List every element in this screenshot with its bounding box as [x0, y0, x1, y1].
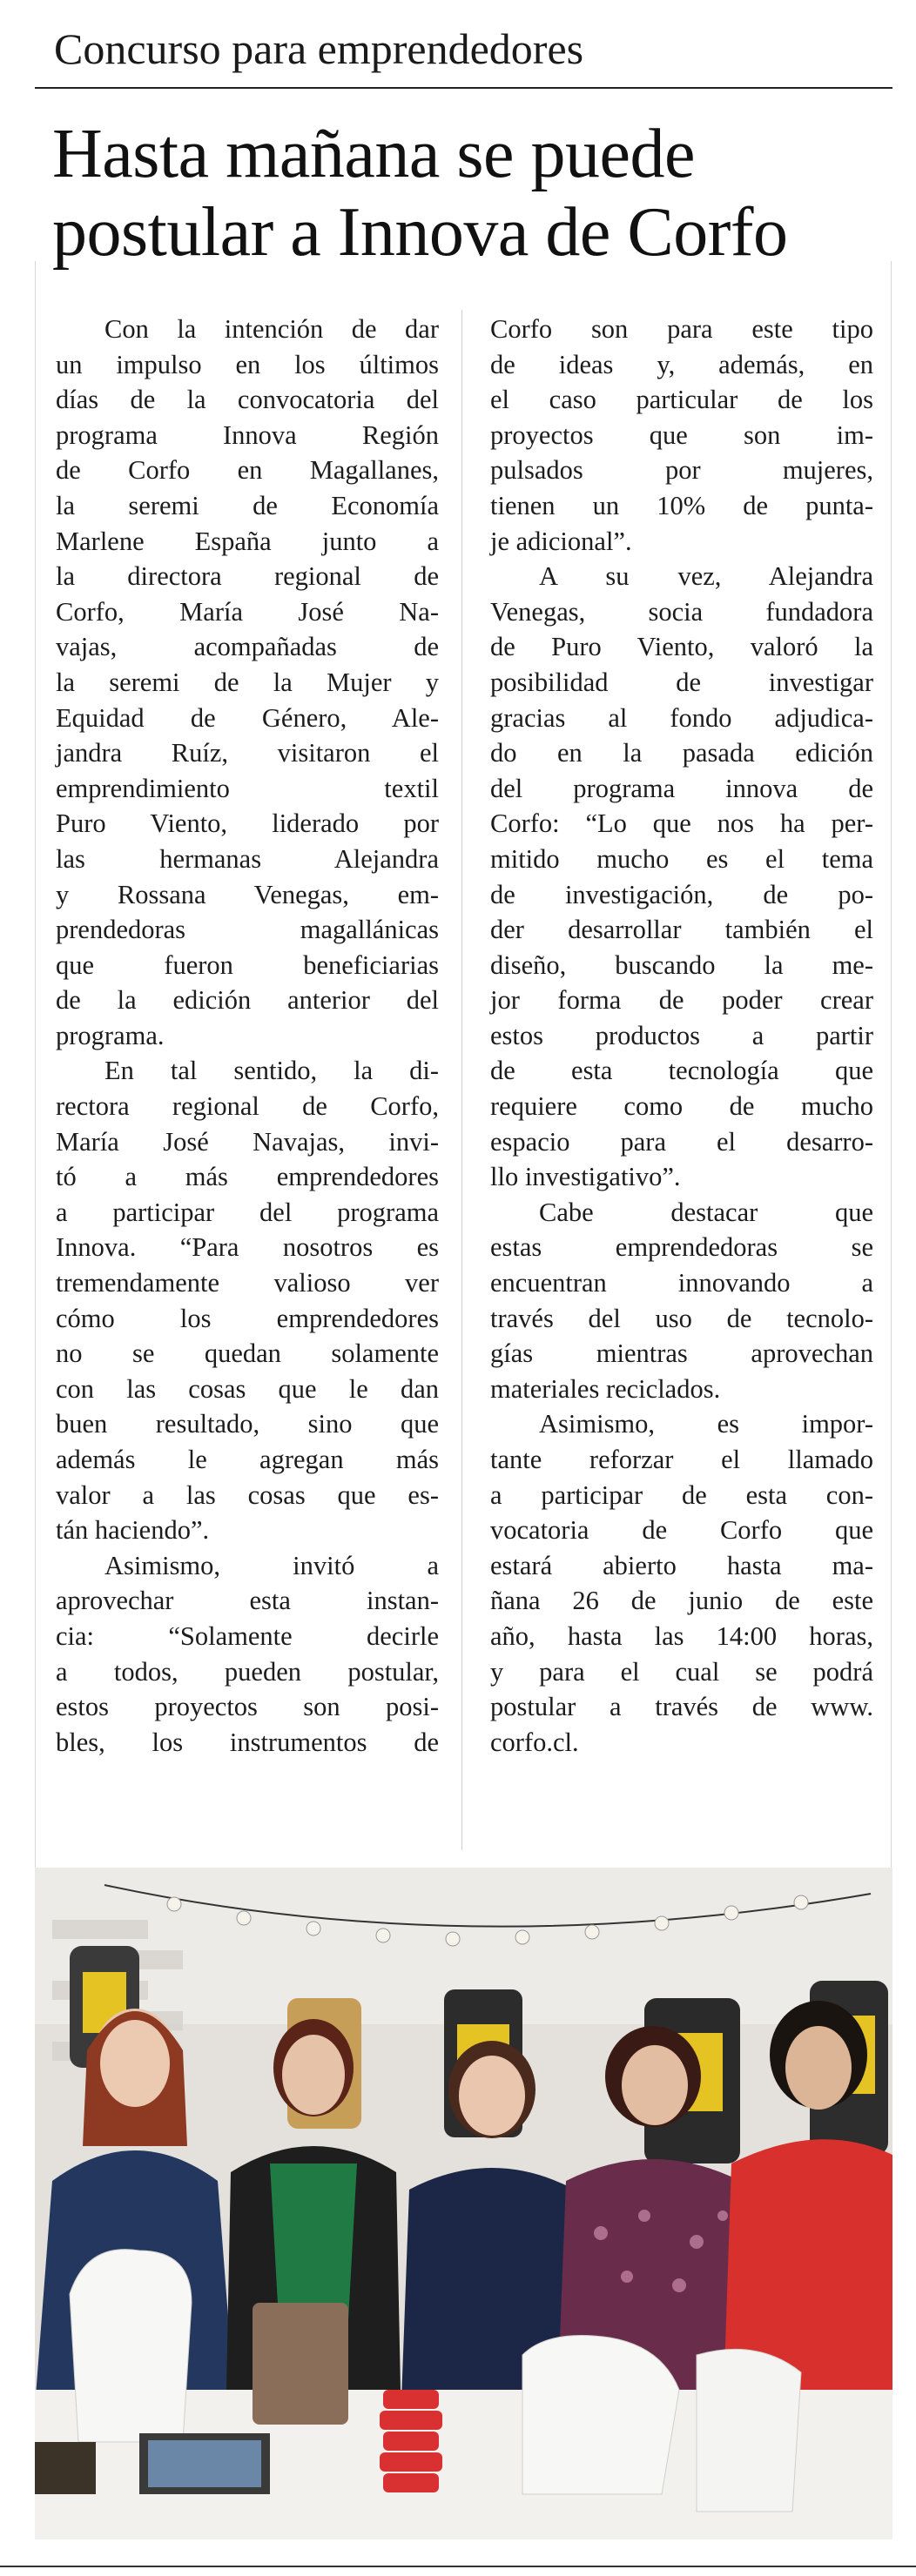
body-text-line: gías mientras aprovechan — [490, 1338, 873, 1369]
article-photo — [35, 1868, 892, 2539]
body-text-line: je adicional”. — [490, 526, 632, 556]
body-text-line: año, hasta las 14:00 horas, — [490, 1620, 873, 1651]
body-text-line: proyectos que son im- — [490, 419, 873, 450]
body-text-line: del programa innova de — [490, 773, 873, 803]
body-text-line: Asimismo, es impor- — [539, 1409, 873, 1439]
body-text-line: no se quedan solamente — [56, 1338, 439, 1369]
body-text-line: Con la intención de dar — [104, 314, 439, 344]
body-text-line: estos proyectos son posi- — [56, 1692, 439, 1722]
body-text-line: el caso particular de los — [490, 385, 873, 415]
body-text-line: Corfo: “Lo que nos ha per- — [490, 808, 873, 839]
body-text-line: a participar del programa — [56, 1197, 439, 1227]
body-text-line: días de la convocatoria del — [56, 385, 439, 415]
body-text-line: estas emprendedoras se — [490, 1232, 873, 1263]
body-text-line: posibilidad de investigar — [490, 667, 873, 697]
body-text-line: mitido mucho es el tema — [490, 843, 873, 874]
body-text-line: bles, los instrumentos de — [56, 1727, 439, 1757]
body-text-line: encuentran innovando a — [490, 1268, 873, 1298]
body-text-line: cómo los emprendedores — [56, 1303, 439, 1333]
body-column-left — [56, 312, 439, 1760]
body-text-line: Innova. “Para nosotros es — [56, 1232, 439, 1263]
body-text-line: tienen un 10% de punta- — [490, 490, 873, 520]
body-text-line: rectora regional de Corfo, — [56, 1091, 439, 1122]
body-text-line: Corfo, María José Na- — [56, 596, 439, 627]
body-text-line: Asimismo, invitó a — [104, 1550, 439, 1580]
headline-line-1: Hasta mañana se puede — [52, 116, 696, 192]
headline-line-2: postular a Innova de Corfo — [52, 194, 788, 271]
body-text-line: vajas, acompañadas de — [56, 632, 439, 662]
body-text-line: y Rossana Venegas, em- — [56, 879, 439, 909]
body-text-line: A su vez, Alejandra — [539, 561, 873, 592]
body-text-line: de Corfo en Magallanes, — [56, 455, 439, 486]
page-bottom-rule — [0, 2566, 916, 2567]
body-text-line: cia: “Solamente decirle — [56, 1620, 439, 1651]
body-text-line: además le agregan más — [56, 1445, 439, 1474]
body-text-line: prendedoras magallánicas — [56, 915, 439, 945]
body-text-line: Cabe destacar que — [539, 1197, 873, 1227]
body-text-line: Puro Viento, liderado por — [56, 808, 439, 839]
body-text-line: un impulso en los últimos — [56, 349, 439, 379]
body-text-line: der desarrollar también el — [490, 915, 873, 945]
body-text-line: la seremi de la Mujer y — [56, 667, 439, 697]
article-kicker: Concurso para emprendedores — [54, 24, 584, 73]
body-text-line: Equidad de Género, Ale- — [56, 702, 439, 733]
group-photo-icon — [35, 1868, 892, 2539]
body-text-line: tremendamente valioso ver — [56, 1268, 439, 1298]
body-text-line: vocatoria de Corfo que — [490, 1515, 873, 1546]
body-text-line: jor forma de poder crear — [490, 985, 873, 1016]
body-text-line: programa Innova Región — [56, 419, 439, 450]
article-headline — [52, 115, 888, 272]
body-text-line: la seremi de Economía — [56, 490, 439, 520]
body-text-line: tó a más emprendedores — [56, 1162, 439, 1192]
body-text-line: requiere como de mucho — [490, 1091, 873, 1122]
body-text-line: de investigación, de po- — [490, 879, 873, 909]
body-text-line: aprovechar esta instan- — [56, 1586, 439, 1616]
body-text-line: que fueron beneficiarias — [56, 949, 439, 980]
body-text-line: las hermanas Alejandra — [56, 843, 439, 874]
body-text-line: la directora regional de — [56, 561, 439, 592]
body-text-line: Corfo son para este tipo — [490, 314, 873, 344]
body-text-line: de ideas y, además, en — [490, 349, 873, 379]
body-text-line: jandra Ruíz, visitaron el — [56, 738, 439, 768]
body-text-line: a todos, pueden postular, — [56, 1656, 439, 1687]
body-text-line: estará abierto hasta ma- — [490, 1550, 873, 1580]
body-text-line: En tal sentido, la di- — [104, 1056, 439, 1086]
body-text-line: do en la pasada edición — [490, 738, 873, 768]
body-text-line: tán haciendo”. — [56, 1515, 210, 1546]
body-text-line: materiales reciclados. — [490, 1373, 721, 1404]
body-text-line: postular a través de www. — [490, 1692, 873, 1722]
body-text-line: Marlene España junto a — [56, 526, 439, 556]
body-text-line: con las cosas que le dan — [56, 1373, 439, 1404]
body-text-line: emprendimiento textil — [56, 773, 439, 803]
body-text-line: buen resultado, sino que — [56, 1409, 439, 1439]
body-text-line: programa. — [56, 1020, 165, 1050]
body-text-line: ñana 26 de junio de este — [490, 1586, 873, 1616]
body-text-line: corfo.cl. — [490, 1727, 579, 1757]
body-column-right — [490, 312, 873, 1760]
body-text-line: de esta tecnología que — [490, 1056, 873, 1086]
body-text-line: pulsados por mujeres, — [490, 455, 873, 486]
column-divider — [461, 310, 462, 1850]
body-text-line: valor a las cosas que es- — [56, 1479, 439, 1510]
body-text-line: estos productos a partir — [490, 1020, 873, 1050]
body-text-line: tante reforzar el llamado — [490, 1445, 873, 1474]
body-text-line: través del uso de tecnolo- — [490, 1303, 873, 1333]
body-text-line: gracias al fondo adjudica- — [490, 702, 873, 733]
body-text-line: Venegas, socia fundadora — [490, 596, 873, 627]
body-text-line: de la edición anterior del — [56, 985, 439, 1016]
body-text-line: diseño, buscando la me- — [490, 949, 873, 980]
body-text-line: a participar de esta con- — [490, 1479, 873, 1510]
body-text-line: y para el cual se podrá — [490, 1656, 873, 1687]
body-text-line: de Puro Viento, valoró la — [490, 632, 873, 662]
body-text-line: espacio para el desarro- — [490, 1126, 873, 1157]
body-text-line: María José Navajas, invi- — [56, 1126, 439, 1157]
body-text-line: llo investigativo”. — [490, 1162, 681, 1192]
kicker-divider — [35, 87, 892, 89]
